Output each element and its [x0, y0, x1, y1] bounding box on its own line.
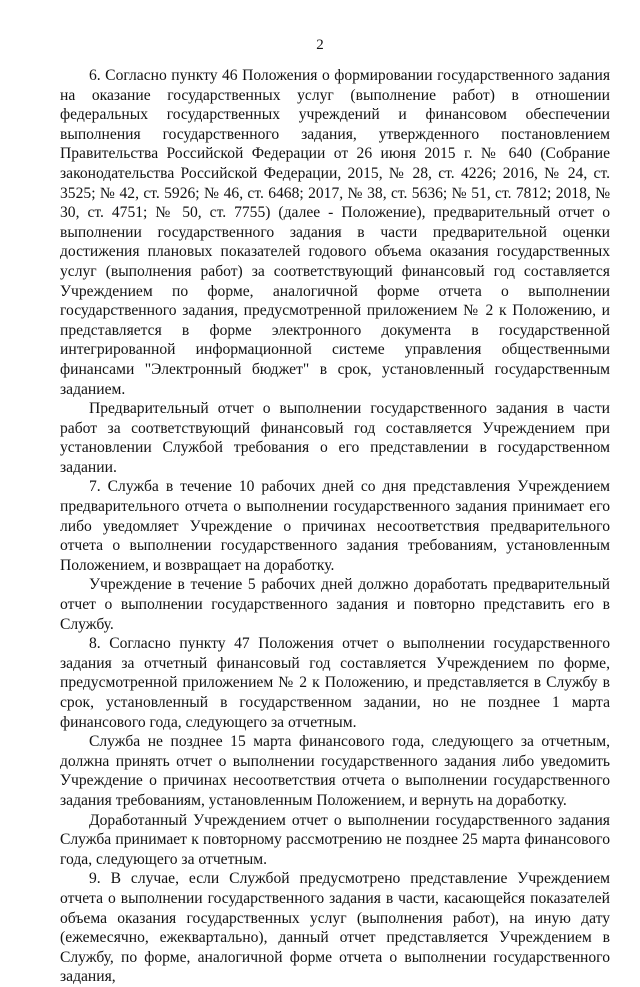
paragraph-7-continued: Учреждение в течение 5 рабочих дней должно доработать предварительный отчет о выполнении государственного задания и повторно представить его в Службу.	[60, 576, 610, 633]
paragraph-7: 7. Служба в течение 10 рабочих дней со дня представления Учреждением предварительного отчета о выполнении государственного задания принимает его либо уведомляет Учреждение о причинах несоответствия предварительного отчета о выполнении государственного задания требованиям, установленным Положением, и возвращает на доработку.	[60, 478, 610, 574]
paragraph-9: 9. В случае, если Службой предусмотрено представление Учреждением отчета о выполнении государственного задания в части, касающейся показателей объема оказания государственных услуг (выполнения работ), на иную дату (ежемесячно, ежеквартально), данный отчет представляется Учреждением в Службу, по форме, аналогичной форме отчета о выполнении государственного задания,	[60, 870, 610, 986]
page-number: 2	[316, 37, 324, 53]
paragraph-8-continued: Служба не позднее 15 марта финансового года, следующего за отчетным, должна принять отчет о выполнении государственного задания либо уведомить Учреждение о причинах несоответствия отчета о выполнении государственного задания требованиям, установленным Положением, и вернуть на доработку.	[60, 733, 610, 809]
document-body	[60, 66, 610, 987]
paragraph-6: 6. Согласно пункту 46 Положения о формировании государственного задания на оказание государственных услуг (выполнение работ) в отношении федеральных государственных учреждений и финансовом обеспечении выполнения государственного задания, утвержденного постановлением Правительства Российской Федерации от 26 июня 2015 г. № 640 (Собрание законодательства Российской Федерации, 2015, № 28, ст. 4226; 2016, № 24, ст. 3525; № 42, ст. 5926; № 46, ст. 6468; 2017, № 38, ст. 5636; № 51, ст. 7812; 2018, № 30, ст. 4751; № 50, ст. 7755) (далее - Положение), предварительный отчет о выполнении государственного задания в части предварительной оценки достижения плановых показателей годового объема оказания государственных услуг (выполнения работ) за соответствующий финансовый год составляется Учреждением по форме, аналогичной форме отчета о выполнении государственного задания, предусмотренной приложением № 2 к Положению, и представляется в форме электронного документа в государственной интегрированной информационной системе управления общественными финансами "Электронный бюджет" в срок, установленный государственным заданием.	[60, 67, 610, 398]
paragraph-6-continued: Предварительный отчет о выполнении государственного задания в части работ за соответствующий финансовый год составляется Учреждением при установлении Службой требования о его представлении в государственном задании.	[60, 400, 610, 476]
paragraph-8: 8. Согласно пункту 47 Положения отчет о выполнении государственного задания за отчетный финансовый год составляется Учреждением по форме, предусмотренной приложением № 2 к Положению, и представляется в Службу в срок, установленный в государственном задании, но не позднее 1 марта финансового года, следующего за отчетным.	[60, 635, 610, 731]
paragraph-8-final: Доработанный Учреждением отчет о выполнении государственного задания Служба принимает к повторному рассмотрению не позднее 25 марта финансового года, следующего за отчетным.	[60, 811, 610, 868]
